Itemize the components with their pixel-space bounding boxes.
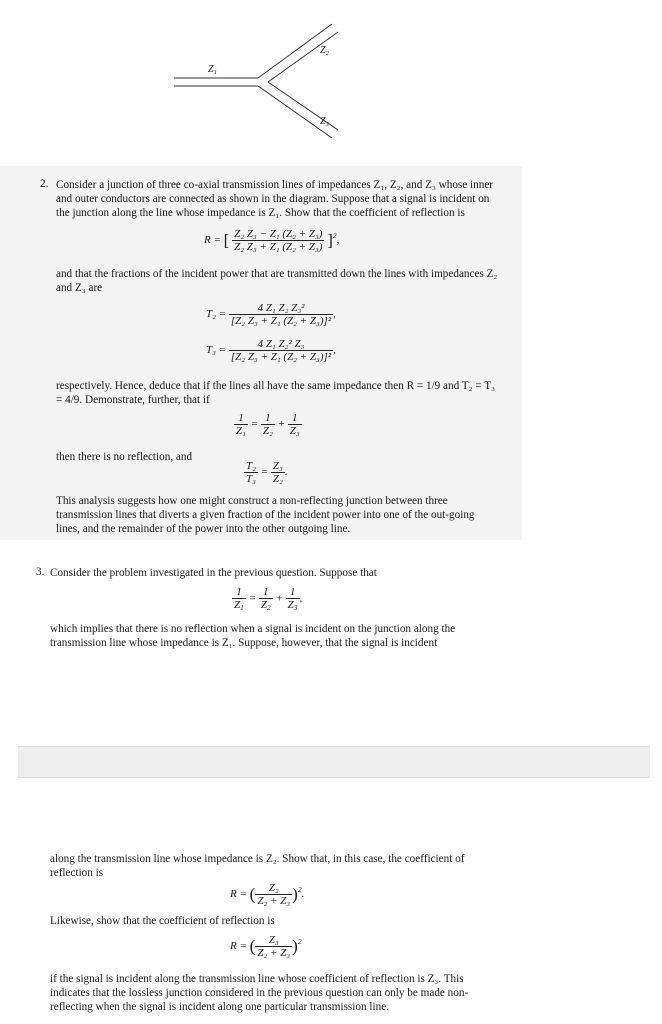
- diagram-label-z1: Z₁: [208, 64, 218, 75]
- problem2-number: 2.: [40, 178, 49, 190]
- problem3-number: 3.: [36, 566, 45, 578]
- eq-R: R = [ $\frac{\text{Z₂ Z₃ − Z₁ (Z₂ + Z₃)}}{\text{Z₂ Z₃ + Z₁ (Z₂ + Z₃)}}$ ]$^2$,: [204, 228, 340, 253]
- diagram-label-z2: Z₂: [320, 45, 330, 56]
- problem2-para-analysis: This analysis suggests how one might construct a non-reflecting junction between three transmission lines that diverts a given fraction of the incident power into one of the out-going lines, and the remainder of the power into the other outgoing line.: [56, 495, 475, 536]
- problem3-para-final: if the signal is incident along the transmission line whose coefficient of reflection is Z₃. This indicates that the lossless junction considered in the previous question can only be made non-reflecting when the signal is incident along one particular transmission line.: [50, 973, 469, 1014]
- page-break-panel: [18, 746, 650, 778]
- eq-ratio: $\frac{\text{T₂}}{\text{T₃}}$ = $\frac{\text{Z₃}}{\text{Z₂}}$ .: [246, 460, 288, 485]
- eq-T3: T₃ = $\frac{\text{4 Z₁ Z₂² Z₃}}{\text{[Z₂ Z₃ + Z₁ (Z₂ + Z₃)]²}}$ ,: [206, 338, 336, 363]
- eq-R-incident-z3: R = ( $\frac{\text{Z₃}}{\text{Z₂ + Z₃}}$ )$^2$: [230, 934, 302, 959]
- problem3-intro: Consider the problem investigated in the previous question. Suppose that: [50, 567, 377, 579]
- problem3-para-likewise: Likewise, show that the coefficient of reflection is: [50, 915, 275, 927]
- problem3-para-along: along the transmission line whose impedance is Z₂. Show that, in this case, the coefficient of reflection is: [50, 853, 465, 880]
- problem2-para-then: then there is no reflection, and: [56, 451, 193, 463]
- diagram-label-z3: Z₃: [320, 116, 330, 127]
- eq-T2: T₂ = $\frac{\text{4 Z₁ Z₂ Z₃²}}{\text{[Z₂ Z₃ + Z₁ (Z₂ + Z₃)]²}}$ ,: [206, 302, 336, 327]
- problem2-para-fractions: and that the fractions of the incident power that are transmitted down the lines with impedances Z₂ and Z₃ are: [56, 268, 498, 295]
- problem2-para-respectively: respectively. Hence, deduce that if the lines all have the same impedance then R = 1/9 and T₂ = T₃ = 4/9. Demonstrate, further, that if: [56, 380, 495, 407]
- eq-condition-3: $\frac{1}{Z_1}$ = $\frac{1}{Z_2}$ + $\frac{1}{Z_3}$ ,: [234, 586, 303, 612]
- problem3-para-which: which implies that there is no reflection when a signal is incident on the junction along the transmission line whose impedance is Z₁. Suppose, however, that the signal is incident: [50, 623, 456, 650]
- problem2-intro: Consider a junction of three co-axial transmission lines of impedances Z₁, Z₂, and Z₃ whose inner and outer conductors are connected as shown in the diagram. Suppose that a signal is incident on the junction along the line whose impedance is Z₁. Show that the coefficient of reflection is: [56, 179, 494, 220]
- eq-condition: $\frac{1}{\text{Z₁}}$ = $\frac{1}{\text{Z₂}}$ + $\frac{1}{\text{Z₃}}$: [236, 412, 300, 437]
- eq-R-incident-z2: R = ( $\frac{\text{Z₂}}{\text{Z₂ + Z₃}}$ )$^2$.: [230, 882, 305, 907]
- junction-diagram: [160, 10, 390, 140]
